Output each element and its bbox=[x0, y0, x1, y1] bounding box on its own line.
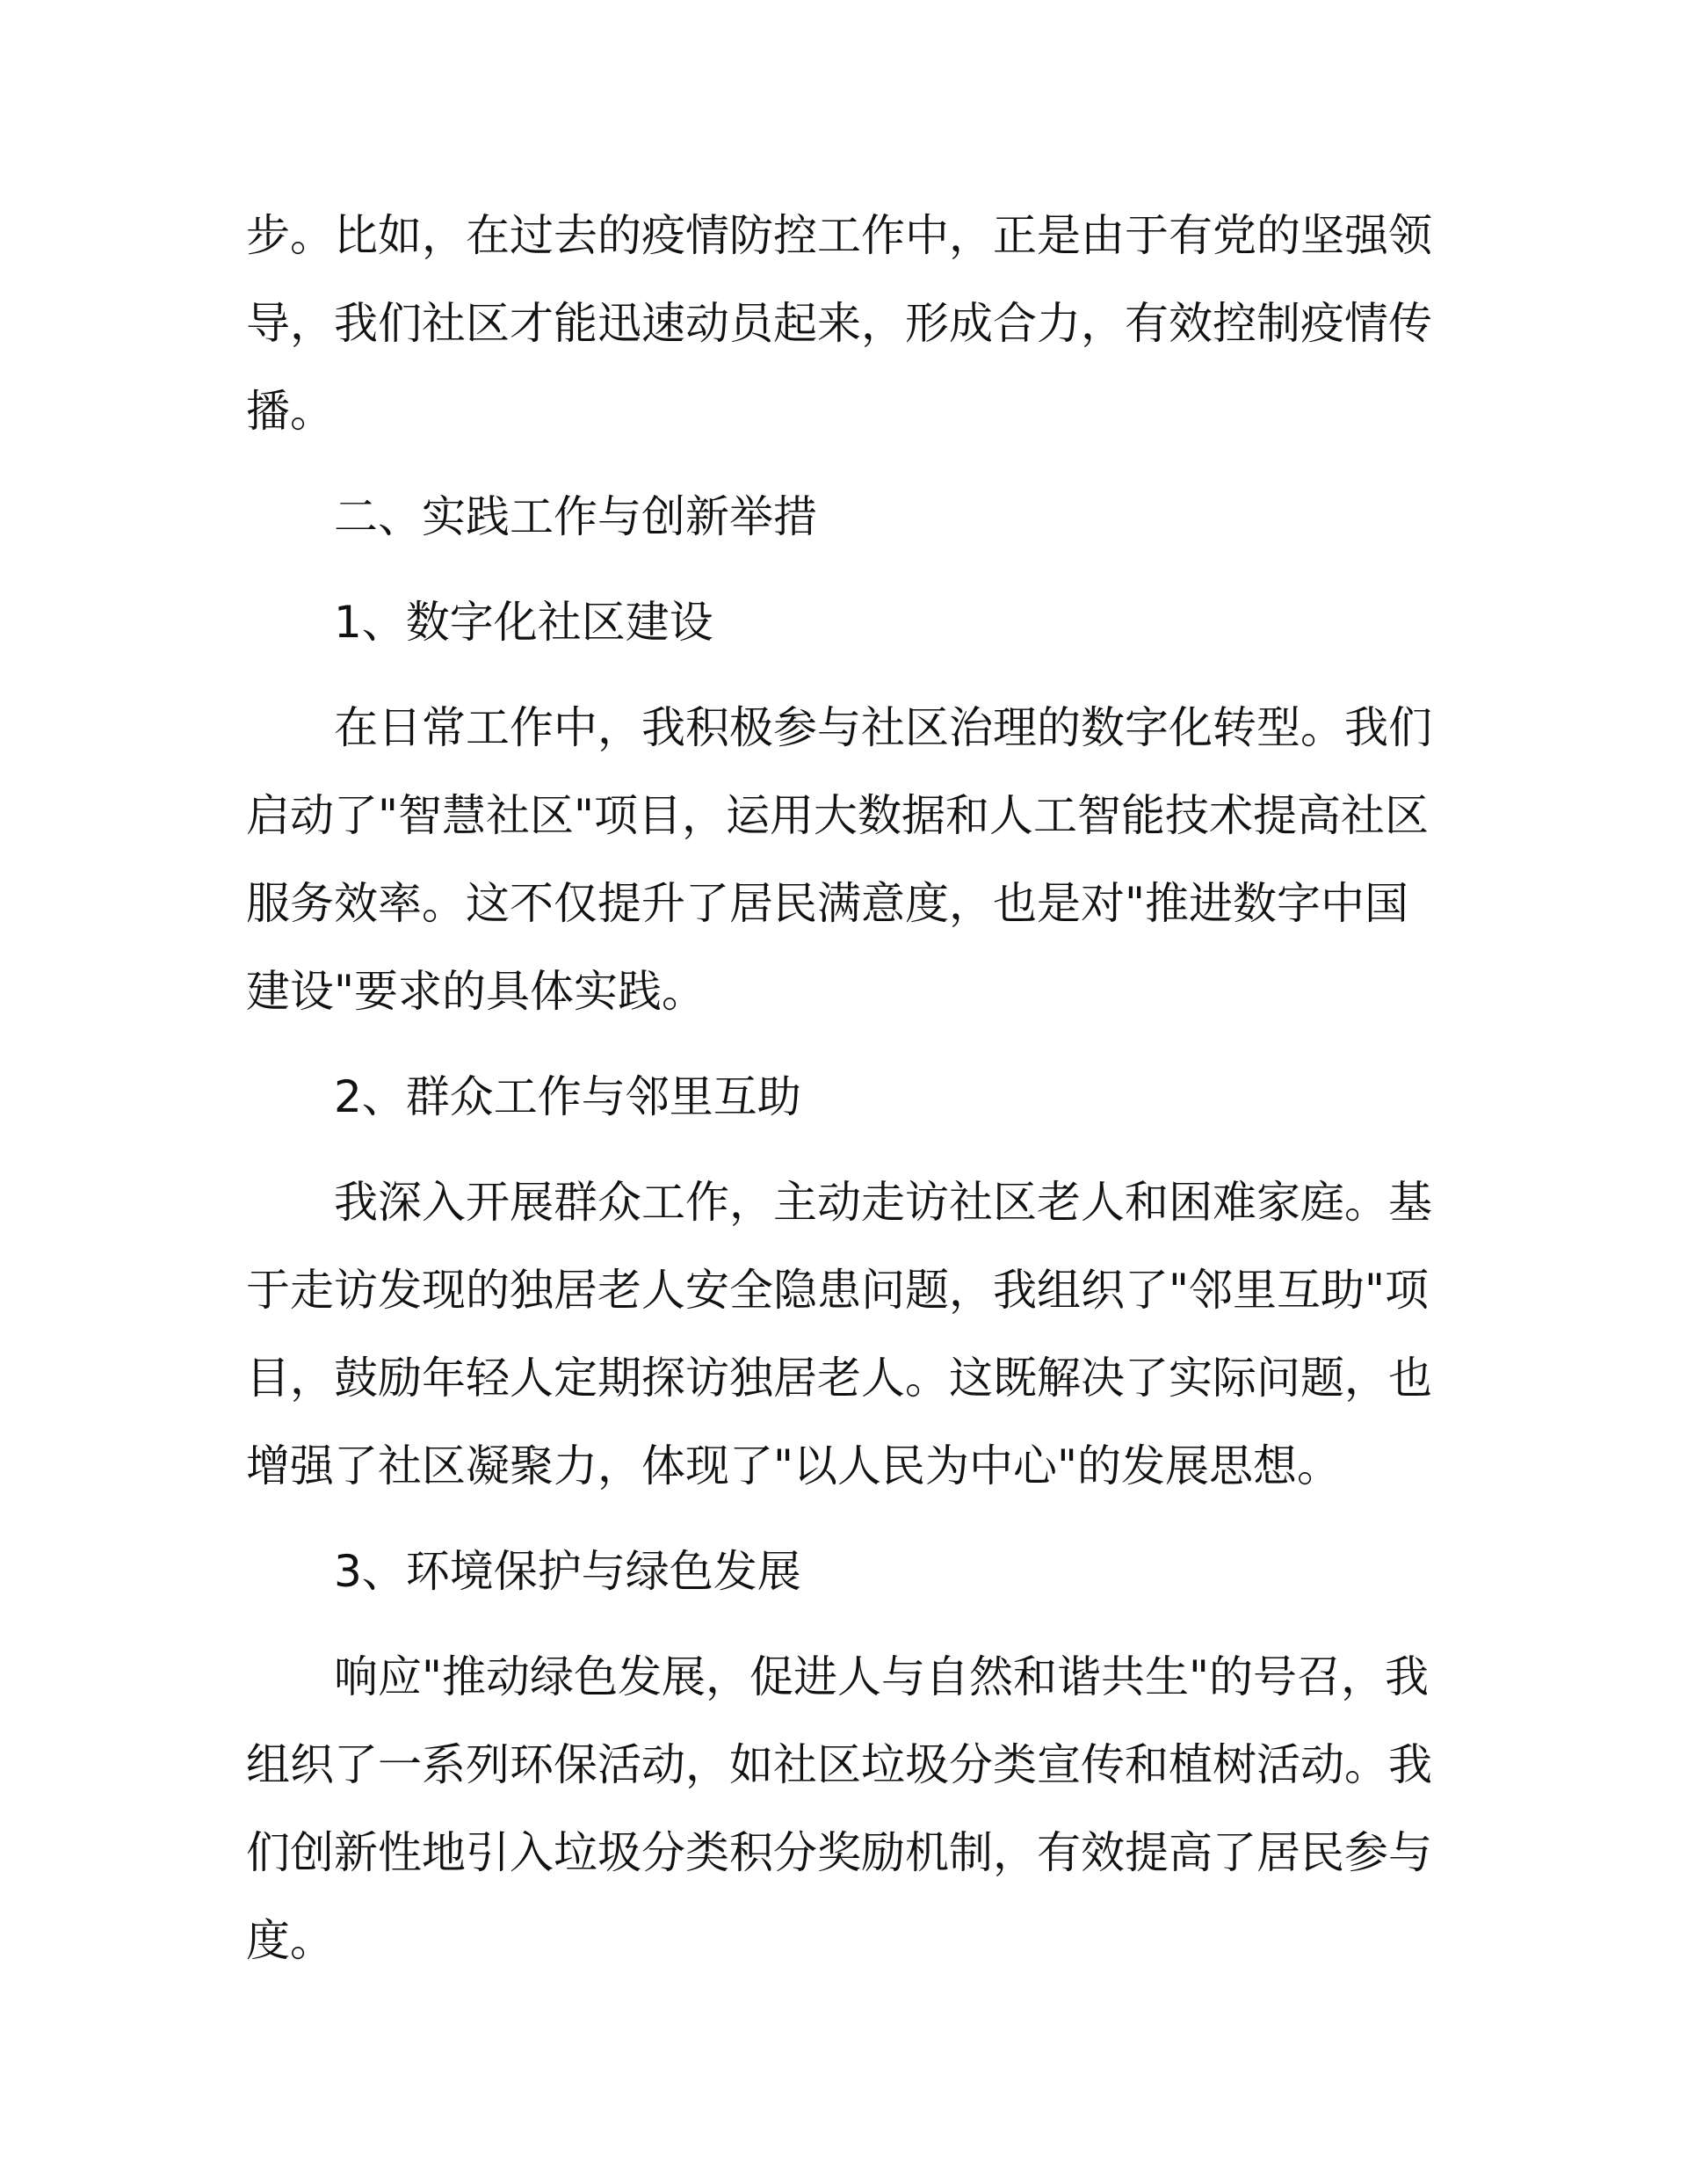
text-line: 启动了"智慧社区"项目，运用大数据和人工智能技术提高社区 bbox=[246, 790, 1429, 841]
subheading-digital-community bbox=[246, 578, 1432, 666]
text-line: 服务效率。这不仅提升了居民满意度，也是对"推进数字中国 bbox=[246, 878, 1408, 929]
text-line: 播。 bbox=[246, 386, 334, 437]
heading-text: 二、实践工作与创新举措 bbox=[334, 491, 817, 542]
subheading-mass-work bbox=[246, 1053, 1432, 1141]
text-line: 响应"推动绿色发展，促进人与自然和谐共生"的号召，我 bbox=[334, 1651, 1429, 1702]
text-line: 建设"要求的具体实践。 bbox=[246, 966, 706, 1017]
document-page bbox=[246, 192, 1432, 1984]
paragraph-digital-community bbox=[246, 684, 1432, 1035]
subheading-text: 3、环境保护与绿色发展 bbox=[334, 1546, 801, 1597]
text-line: 导，我们社区才能迅速动员起来，形成合力，有效控制疫情传 bbox=[246, 298, 1432, 349]
paragraph-environment bbox=[246, 1633, 1432, 1984]
subheading-text: 1、数字化社区建设 bbox=[334, 597, 713, 648]
subheading-text: 2、群众工作与邻里互助 bbox=[334, 1071, 801, 1122]
paragraph-party-leadership-continuation bbox=[246, 192, 1432, 455]
text-line: 在日常工作中，我积极参与社区治理的数字化转型。我们 bbox=[334, 702, 1432, 753]
paragraph-mass-work bbox=[246, 1158, 1432, 1510]
section-heading-practice bbox=[246, 473, 1432, 561]
text-line: 度。 bbox=[246, 1915, 334, 1966]
text-line: 组织了一系列环保活动，如社区垃圾分类宣传和植树活动。我 bbox=[246, 1739, 1432, 1790]
text-line: 我深入开展群众工作，主动走访社区老人和困难家庭。基 bbox=[334, 1177, 1432, 1228]
text-line: 于走访发现的独居老人安全隐患问题，我组织了"邻里互助"项 bbox=[246, 1265, 1429, 1316]
text-line: 们创新性地引入垃圾分类积分奖励机制，有效提高了居民参与 bbox=[246, 1827, 1432, 1878]
text-line: 步。比如，在过去的疫情防控工作中，正是由于有党的坚强领 bbox=[246, 210, 1432, 261]
text-line: 增强了社区凝聚力，体现了"以人民为中心"的发展思想。 bbox=[246, 1440, 1341, 1491]
subheading-environment bbox=[246, 1527, 1432, 1615]
text-line: 目，鼓励年轻人定期探访独居老人。这既解决了实际问题，也 bbox=[246, 1353, 1432, 1404]
